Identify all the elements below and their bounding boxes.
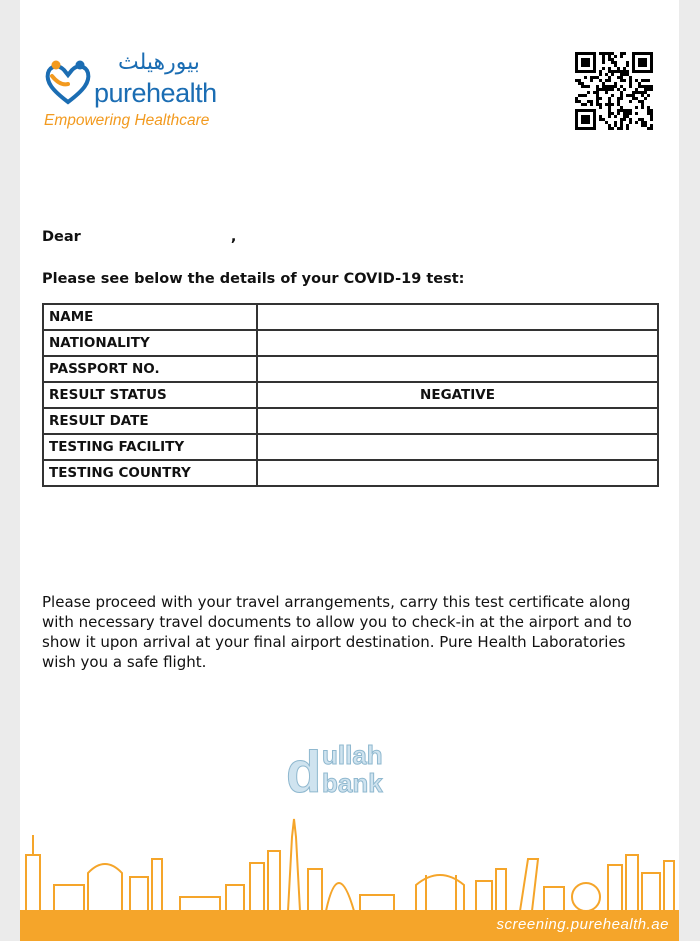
qr-module <box>620 79 623 82</box>
qr-module <box>632 97 635 100</box>
qr-module <box>617 103 620 106</box>
qr-module <box>611 103 614 106</box>
qr-code-icon <box>575 52 653 130</box>
qr-module <box>614 85 617 88</box>
qr-module <box>623 118 626 121</box>
qr-module <box>602 85 605 88</box>
qr-module <box>617 97 620 100</box>
qr-module <box>620 73 623 76</box>
purehealth-logo <box>42 48 242 138</box>
qr-module <box>626 73 629 76</box>
qr-module <box>641 121 644 124</box>
qr-module <box>608 127 611 130</box>
qr-module <box>644 124 647 127</box>
qr-module <box>620 76 623 79</box>
qr-module <box>617 112 620 115</box>
result-status-value: NEGATIVE <box>257 382 658 408</box>
qr-module <box>620 94 623 97</box>
qr-module <box>590 76 593 79</box>
qr-module <box>620 52 623 55</box>
qr-finder-module <box>581 58 590 67</box>
qr-module <box>596 76 599 79</box>
qr-module <box>596 97 599 100</box>
qr-module <box>623 115 626 118</box>
qr-module <box>620 70 623 73</box>
qr-module <box>614 82 617 85</box>
qr-module <box>620 106 623 109</box>
qr-module <box>650 109 653 112</box>
qr-module <box>605 73 608 76</box>
qr-module <box>644 91 647 94</box>
qr-module <box>578 79 581 82</box>
qr-module <box>620 85 623 88</box>
qr-module <box>599 115 602 118</box>
row-label: NATIONALITY <box>43 330 257 356</box>
qr-module <box>623 112 626 115</box>
qr-module <box>608 100 611 103</box>
qr-module <box>599 73 602 76</box>
qr-module <box>647 85 650 88</box>
heart-people-icon <box>42 56 94 108</box>
qr-module <box>617 67 620 70</box>
qr-module <box>599 52 602 55</box>
qr-module <box>629 112 632 115</box>
qr-module <box>590 79 593 82</box>
qr-module <box>629 100 632 103</box>
qr-module <box>578 94 581 97</box>
watermark-logo <box>276 738 426 798</box>
row-value <box>257 356 658 382</box>
row-value <box>257 304 658 330</box>
brand-name: purehealth <box>94 78 217 108</box>
qr-module <box>629 94 632 97</box>
qr-module <box>608 97 611 100</box>
qr-module <box>608 112 611 115</box>
qr-module <box>605 91 608 94</box>
qr-module <box>620 91 623 94</box>
test-details-table <box>42 303 659 487</box>
qr-module <box>626 127 629 130</box>
qr-module <box>584 94 587 97</box>
qr-module <box>611 70 614 73</box>
row-label: RESULT DATE <box>43 408 257 434</box>
qr-module <box>638 100 641 103</box>
qr-module <box>650 112 653 115</box>
qr-module <box>641 94 644 97</box>
qr-module <box>596 85 599 88</box>
qr-module <box>629 79 632 82</box>
qr-module <box>638 91 641 94</box>
row-label: TESTING COUNTRY <box>43 460 257 486</box>
qr-module <box>626 64 629 67</box>
table-row <box>43 304 658 330</box>
qr-module <box>611 73 614 76</box>
qr-module <box>611 88 614 91</box>
qr-module <box>629 76 632 79</box>
table-row <box>43 330 658 356</box>
qr-module <box>644 85 647 88</box>
qr-module <box>644 79 647 82</box>
qr-finder-module <box>581 115 590 124</box>
qr-module <box>605 88 608 91</box>
qr-module <box>587 100 590 103</box>
qr-module <box>626 115 629 118</box>
qr-module <box>575 79 578 82</box>
qr-module <box>629 85 632 88</box>
qr-module <box>623 88 626 91</box>
qr-module <box>608 88 611 91</box>
qr-module <box>632 91 635 94</box>
qr-module <box>647 88 650 91</box>
qr-module <box>608 76 611 79</box>
qr-module <box>623 79 626 82</box>
qr-module <box>620 127 623 130</box>
qr-module <box>650 115 653 118</box>
greeting-line <box>42 229 236 245</box>
qr-module <box>593 76 596 79</box>
qr-module <box>599 70 602 73</box>
qr-module <box>641 85 644 88</box>
row-label: PASSPORT NO. <box>43 356 257 382</box>
qr-module <box>608 79 611 82</box>
qr-module <box>599 118 602 121</box>
qr-module <box>611 127 614 130</box>
watermark-text-top: ullah <box>322 740 383 770</box>
qr-module <box>608 67 611 70</box>
qr-module <box>635 97 638 100</box>
qr-module <box>578 100 581 103</box>
table-row <box>43 382 658 408</box>
qr-module <box>635 79 638 82</box>
qr-module <box>605 103 608 106</box>
qr-module <box>599 103 602 106</box>
qr-module <box>593 91 596 94</box>
qr-module <box>629 109 632 112</box>
qr-module <box>641 79 644 82</box>
qr-module <box>650 118 653 121</box>
qr-module <box>614 55 617 58</box>
qr-module <box>602 61 605 64</box>
qr-module <box>635 112 638 115</box>
closing-paragraph: Please proceed with your travel arrangements, carry this test certificate along with necessary travel documents to allow you to check-in at the airport and to show it upon arrival at your final airport destination. Pure Health Laboratories wish you a safe flight. <box>42 593 632 671</box>
qr-module <box>617 127 620 130</box>
qr-module <box>647 109 650 112</box>
qr-module <box>581 103 584 106</box>
qr-module <box>608 124 611 127</box>
qr-module <box>605 79 608 82</box>
qr-module <box>596 103 599 106</box>
qr-module <box>617 88 620 91</box>
qr-module <box>647 106 650 109</box>
qr-module <box>599 106 602 109</box>
qr-module <box>644 97 647 100</box>
qr-module <box>629 118 632 121</box>
qr-module <box>608 115 611 118</box>
qr-module <box>596 91 599 94</box>
qr-module <box>611 112 614 115</box>
qr-module <box>623 67 626 70</box>
qr-module <box>617 100 620 103</box>
qr-module <box>644 121 647 124</box>
qr-module <box>617 76 620 79</box>
qr-module <box>587 91 590 94</box>
qr-module <box>608 52 611 55</box>
qr-module <box>638 85 641 88</box>
row-label: NAME <box>43 304 257 330</box>
qr-module <box>599 79 602 82</box>
qr-module <box>626 109 629 112</box>
qr-module <box>575 100 578 103</box>
row-value <box>257 330 658 356</box>
qr-module <box>617 70 620 73</box>
brand-tagline: Empowering Healthcare <box>44 112 210 129</box>
qr-finder-module <box>638 58 647 67</box>
qr-module <box>578 82 581 85</box>
footer-url: screening.purehealth.ae <box>496 916 669 933</box>
qr-module <box>650 127 653 130</box>
qr-module <box>647 127 650 130</box>
qr-module <box>602 55 605 58</box>
qr-module <box>584 103 587 106</box>
qr-module <box>620 109 623 112</box>
qr-module <box>584 76 587 79</box>
table-row <box>43 460 658 486</box>
qr-module <box>614 64 617 67</box>
qr-module <box>599 97 602 100</box>
qr-module <box>620 55 623 58</box>
qr-module <box>596 94 599 97</box>
intro-text: Please see below the details of your COVID-19 test: <box>42 271 465 287</box>
qr-module <box>590 103 593 106</box>
greeting-prefix: Dear <box>42 229 81 245</box>
qr-module <box>626 124 629 127</box>
qr-module <box>626 94 629 97</box>
qr-module <box>632 94 635 97</box>
qr-module <box>626 70 629 73</box>
qr-module <box>626 61 629 64</box>
qr-module <box>608 55 611 58</box>
qr-module <box>587 85 590 88</box>
qr-module <box>641 118 644 121</box>
qr-module <box>590 100 593 103</box>
qr-module <box>575 97 578 100</box>
certificate-page <box>20 0 679 941</box>
qr-module <box>620 124 623 127</box>
qr-module <box>602 67 605 70</box>
qr-module <box>602 82 605 85</box>
city-skyline-illustration <box>20 815 679 915</box>
greeting-suffix: , <box>230 229 237 245</box>
qr-module <box>647 94 650 97</box>
row-label: TESTING FACILITY <box>43 434 257 460</box>
qr-module <box>608 85 611 88</box>
qr-module <box>602 88 605 91</box>
qr-module <box>635 91 638 94</box>
qr-module <box>608 58 611 61</box>
qr-module <box>584 85 587 88</box>
brand-arabic-name: بيورهيلث <box>118 50 200 75</box>
table-row <box>43 434 658 460</box>
qr-module <box>602 58 605 61</box>
qr-module <box>635 121 638 124</box>
qr-module <box>602 118 605 121</box>
qr-module <box>620 121 623 124</box>
qr-module <box>629 121 632 124</box>
qr-module <box>638 82 641 85</box>
qr-module <box>605 52 608 55</box>
qr-module <box>611 52 614 55</box>
qr-module <box>650 85 653 88</box>
qr-module <box>614 61 617 64</box>
qr-module <box>605 85 608 88</box>
qr-module <box>647 112 650 115</box>
qr-module <box>629 82 632 85</box>
qr-module <box>581 85 584 88</box>
footer-bar <box>20 911 679 941</box>
qr-module <box>623 70 626 73</box>
qr-module <box>614 115 617 118</box>
row-value <box>257 408 658 434</box>
qr-module <box>614 70 617 73</box>
row-value <box>257 460 658 486</box>
qr-module <box>626 112 629 115</box>
qr-module <box>620 97 623 100</box>
qr-module <box>638 118 641 121</box>
qr-module <box>620 118 623 121</box>
qr-module <box>611 61 614 64</box>
qr-module <box>635 88 638 91</box>
row-value <box>257 434 658 460</box>
qr-module <box>614 121 617 124</box>
qr-module <box>617 109 620 112</box>
row-label: RESULT STATUS <box>43 382 257 408</box>
qr-module <box>596 100 599 103</box>
qr-module <box>623 52 626 55</box>
qr-module <box>608 109 611 112</box>
qr-module <box>608 106 611 109</box>
watermark-text-bottom: bank <box>322 768 383 798</box>
qr-module <box>581 94 584 97</box>
qr-module <box>623 73 626 76</box>
qr-module <box>596 88 599 91</box>
qr-module <box>641 124 644 127</box>
table-row <box>43 408 658 434</box>
qr-module <box>608 103 611 106</box>
qr-module <box>644 88 647 91</box>
watermark-initial: d <box>286 740 322 798</box>
qr-module <box>641 91 644 94</box>
qr-module <box>602 52 605 55</box>
qr-module <box>641 100 644 103</box>
qr-module <box>581 82 584 85</box>
qr-module <box>635 106 638 109</box>
qr-module <box>599 88 602 91</box>
qr-module <box>605 121 608 124</box>
qr-module <box>611 58 614 61</box>
qr-module <box>650 88 653 91</box>
qr-module <box>623 109 626 112</box>
qr-module <box>611 94 614 97</box>
qr-module <box>611 85 614 88</box>
qr-module <box>641 103 644 106</box>
qr-module <box>641 106 644 109</box>
qr-module <box>614 124 617 127</box>
qr-module <box>647 79 650 82</box>
table-row <box>43 356 658 382</box>
qr-module <box>608 70 611 73</box>
qr-module <box>650 124 653 127</box>
